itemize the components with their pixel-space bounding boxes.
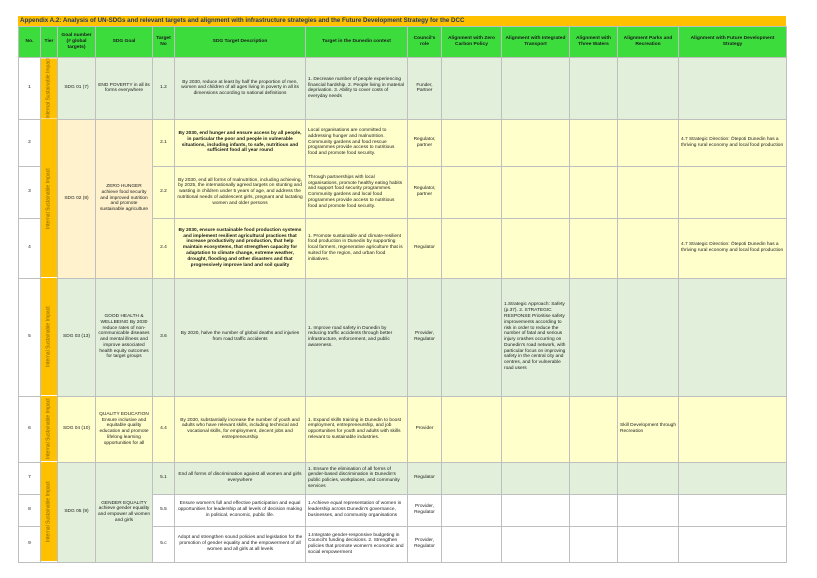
three-waters-cell — [570, 119, 618, 166]
zero-carbon-cell — [442, 58, 502, 120]
header-council-role: Council's role — [408, 27, 442, 58]
goal-number: SDG 04 (10) — [58, 396, 96, 462]
fds-cell: 4.7 Strategic Direction: Ōtepoti Dunedin has a thriving rural economy and local food production — [679, 119, 787, 166]
zero-carbon-cell — [442, 526, 502, 562]
parks-cell — [618, 526, 679, 562]
tier-label: Internal Sustainable Impact — [41, 58, 58, 120]
transport-cell — [502, 58, 570, 120]
council-role: Provider, Regulator — [408, 494, 442, 526]
tier-label: Internal Sustainable Impact — [41, 119, 58, 278]
parks-cell — [618, 119, 679, 166]
row-number: 5 — [19, 278, 41, 396]
three-waters-cell — [570, 166, 618, 218]
target-description: End all forms of discrimination against all women and girls everywhere — [175, 462, 306, 494]
header-integrated-transport: Alignment with Integrated Transport — [502, 27, 570, 58]
transport-cell — [502, 526, 570, 562]
council-role: Funder, Partner — [408, 58, 442, 120]
transport-cell — [502, 166, 570, 218]
fds-cell — [679, 494, 787, 526]
parks-cell — [618, 218, 679, 278]
target-no: 5.c — [153, 526, 175, 562]
row-number: 2 — [19, 119, 41, 166]
target-no: 4.4 — [153, 396, 175, 462]
three-waters-cell — [570, 494, 618, 526]
zero-carbon-cell — [442, 166, 502, 218]
parks-cell — [618, 494, 679, 526]
appendix-title: Appendix A.2: Analysis of UN-SDGs and relevant targets and alignment with infrastructure strategies and the Future Development Strategy for the DCC — [18, 16, 786, 26]
table-row — [19, 58, 787, 120]
sdg-goal: GENDER EQUALITY achieve gender equality and empower all women and girls — [96, 462, 153, 562]
row-number: 6 — [19, 396, 41, 462]
parks-cell — [618, 278, 679, 396]
sdg-goal: QUALITY EDUCATION Ensure inclusive and equitable quality education and promote lifelong learning opportunities for all — [96, 396, 153, 462]
transport-cell — [502, 396, 570, 462]
council-role: Provider, Regulator — [408, 526, 442, 562]
header-dunedin-context: Target in the Dunedin context — [306, 27, 408, 58]
dunedin-context: Through partnerships with local organisations, promote healthy eating habits and support food security programmes. Community gardens and local food programmes provide access to nutritious food and promote food security. — [306, 166, 408, 218]
transport-cell — [502, 462, 570, 494]
table-row — [19, 278, 787, 396]
transport-cell — [502, 119, 570, 166]
target-description: By 2030, substantially increase the number of youth and adults who have relevant skills, including technical and vocational skills, for employment, decent jobs and entrepreneurship — [175, 396, 306, 462]
target-no: 5.1 — [153, 462, 175, 494]
council-role: Regulator — [408, 462, 442, 494]
header-goal-number: Goal number (# global targets) — [58, 27, 96, 58]
fds-cell — [679, 58, 787, 120]
target-no: 3.6 — [153, 278, 175, 396]
council-role: Regulator, partner — [408, 119, 442, 166]
header-future-development: Alignment with Future Development Strategy — [679, 27, 787, 58]
dunedin-context: 1. Expand skills training in Dunedin to boost employment, entrepreneurship, and job opportunities for youth and adults with skills relevant to sustainable industries. — [306, 396, 408, 462]
sdg-goal: END POVERTY in all its forms everywhere — [96, 58, 153, 120]
fds-cell — [679, 396, 787, 462]
fds-cell — [679, 526, 787, 562]
zero-carbon-cell — [442, 396, 502, 462]
three-waters-cell — [570, 396, 618, 462]
council-role: Regulator, partner — [408, 166, 442, 218]
zero-carbon-cell — [442, 119, 502, 166]
header-target-no: Target No — [153, 27, 175, 58]
target-description: By 2030, end all forms of malnutrition, including achieving, by 2025, the internationally agreed targets on stunting and wasting in children under 5 years of age, and address the nutritional needs of adolescent girls, pregnant and lactating women and older persons — [175, 166, 306, 218]
tier-label: Internal Sustainable Impact — [41, 462, 58, 562]
header-sdg-target-description: SDG Target Description — [175, 27, 306, 58]
target-no: 2.4 — [153, 218, 175, 278]
row-number: 9 — [19, 526, 41, 562]
zero-carbon-cell — [442, 462, 502, 494]
row-number: 3 — [19, 166, 41, 218]
parks-cell — [618, 462, 679, 494]
target-description: Adopt and strengthen sound policies and legislation for the promotion of gender equality and the empowerment of all women and all girls at all levels — [175, 526, 306, 562]
dunedin-context: 1.Achieve equal representation of women in leadership across Dunedin's governance, businesses, and community organisations — [306, 494, 408, 526]
council-role: Regulator — [408, 218, 442, 278]
goal-number: SDG 01 (7) — [58, 58, 96, 120]
council-role: Provider — [408, 396, 442, 462]
table-row — [19, 462, 787, 494]
target-description: By 2030, end hunger and ensure access by all people, in particular the poor and people in vulnerable situations, including infants, to safe, nutritious and sufficient food all year round — [175, 119, 306, 166]
row-number: 7 — [19, 462, 41, 494]
table-row — [19, 119, 787, 166]
fds-cell — [679, 278, 787, 396]
table-row — [19, 396, 787, 462]
goal-number: SDG 05 (9) — [58, 462, 96, 562]
three-waters-cell — [570, 218, 618, 278]
target-no: 1.2 — [153, 58, 175, 120]
goal-number: SDG 03 (13) — [58, 278, 96, 396]
row-number: 8 — [19, 494, 41, 526]
sdg-goal: ZERO HUNGER achieve food security and improved nutrition and promote sustainable agriculture — [96, 119, 153, 278]
target-description: By 2020, halve the number of global deaths and injuries from road traffic accidents — [175, 278, 306, 396]
header-parks-recreation: Alignment Parks and Recreation — [618, 27, 679, 58]
zero-carbon-cell — [442, 218, 502, 278]
target-description: By 2030, reduce at least by half the proportion of men, women and children of all ages living in poverty in all its dimensions according to national definitions — [175, 58, 306, 120]
target-no: 2.1 — [153, 119, 175, 166]
fds-cell — [679, 462, 787, 494]
target-no: 5.5 — [153, 494, 175, 526]
zero-carbon-cell — [442, 278, 502, 396]
parks-cell: Skill Development through Recreation — [618, 396, 679, 462]
header-no: No. — [19, 27, 41, 58]
dunedin-context: 1. Ensure the elimination of all forms of gender-based discrimination in Dunedin's public policies, workplaces, and community services — [306, 462, 408, 494]
dunedin-context: 1.Integrate gender-responsive budgeting in Council's funding decisions. 2. Strengthen policies that promote women's economic and social empowerment — [306, 526, 408, 562]
transport-cell — [502, 494, 570, 526]
transport-cell — [502, 218, 570, 278]
tier-label: Internal Sustainable Impact — [41, 396, 58, 462]
three-waters-cell — [570, 58, 618, 120]
sdg-analysis-table — [18, 26, 787, 563]
header-sdg-goal: SDG Goal — [96, 27, 153, 58]
tier-label: Internal Sustainable Impact — [41, 278, 58, 396]
row-number: 4 — [19, 218, 41, 278]
parks-cell — [618, 166, 679, 218]
transport-cell: 1.Strategic Approach: Safety (p.37). 2. STRATEGIC RESPONSE Prioritise safety improvements according to risk in order to reduce the number of fatal and serious injury crashes occurring on Dunedin's road network, with particular focus on improving safety in the central city and centres, and for vulnerable road users — [502, 278, 570, 396]
three-waters-cell — [570, 462, 618, 494]
dunedin-context: 1. Promote sustainable and climate-resilient food production in Dunedin by supporting local farmers, regenerative agriculture that is suited for the region, and urban food initiatives. — [306, 218, 408, 278]
three-waters-cell — [570, 278, 618, 396]
sdg-goal: GOOD HEALTH & WELLBEING By 2030 reduce rates of non-communicable diseases and mental illness and improve associated health equity outcomes for target groups — [96, 278, 153, 396]
zero-carbon-cell — [442, 494, 502, 526]
row-number: 1 — [19, 58, 41, 120]
header-three-waters: Alignment with Three Waters — [570, 27, 618, 58]
header-tier: Tier — [41, 27, 58, 58]
goal-number: SDG 02 (8) — [58, 119, 96, 278]
parks-cell — [618, 58, 679, 120]
three-waters-cell — [570, 526, 618, 562]
dunedin-context: Local organisations are committed to addressing hunger and malnutrition. Community gardens and food rescue programmes provide access to nutritious food and promote food security. — [306, 119, 408, 166]
fds-cell: 4.7 Strategic Direction: Ōtepoti Dunedin has a thriving rural economy and local food production — [679, 218, 787, 278]
target-no: 2.2 — [153, 166, 175, 218]
target-description: Ensure women's full and effective participation and equal opportunities for leadership at all levels of decision making in political, economic, public life. — [175, 494, 306, 526]
header-zero-carbon: Alignment with Zero Carbon Policy — [442, 27, 502, 58]
target-description: By 2030, ensure sustainable food production systems and implement resilient agricultural practices that increase productivity and production, that help maintain ecosystems, that strengthen capacity for adaptation to climate change, extreme weather, drought, flooding and other disasters and that progressively improve land and soil quality — [175, 218, 306, 278]
council-role: Provider, Regulator — [408, 278, 442, 396]
dunedin-context: 1. Decrease number of people experiencing financial hardship. 2. People living in material deprivation. 3. Ability to cover costs of everyday needs — [306, 58, 408, 120]
dunedin-context: 1. Improve road safety in Dunedin by reducing traffic accidents through better infrastructure, enforcement, and public awareness. — [306, 278, 408, 396]
header-row — [19, 27, 787, 58]
fds-cell — [679, 166, 787, 218]
